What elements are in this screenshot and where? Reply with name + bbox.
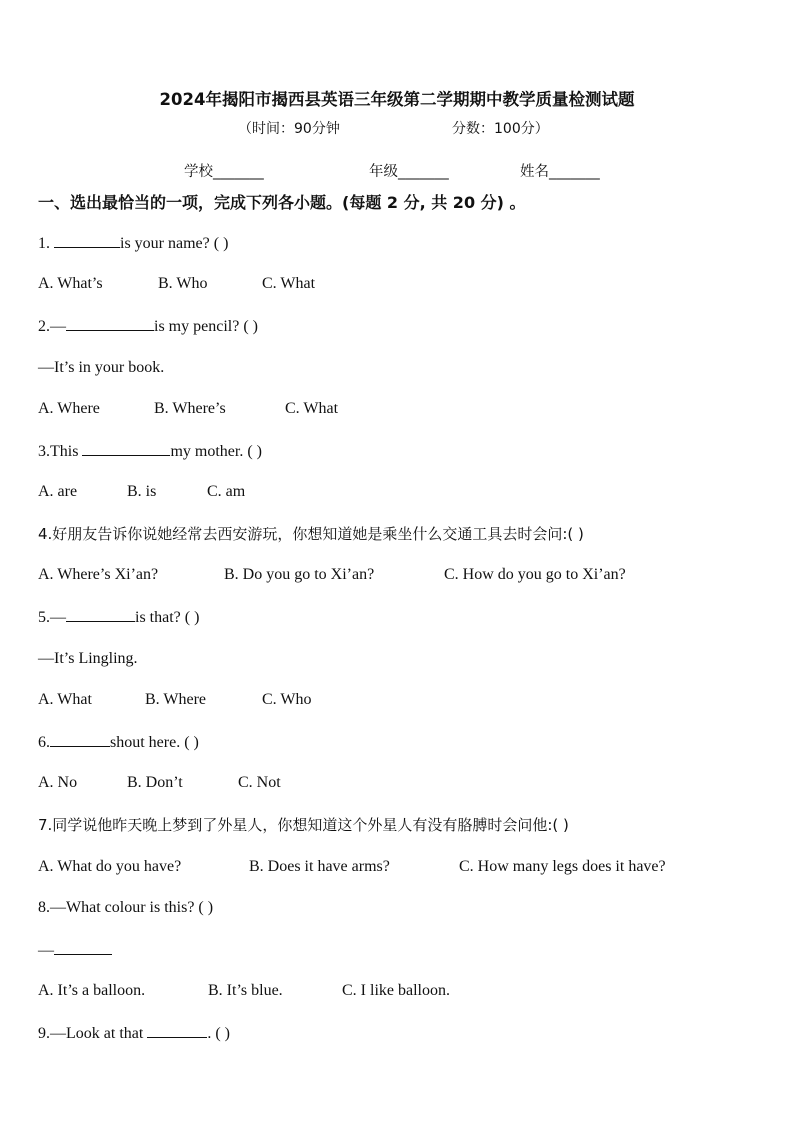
- answer-blank: [66, 316, 154, 331]
- question-7-option-a: A. What do you have?: [38, 858, 182, 875]
- question-1-option-c: C. What: [262, 275, 316, 292]
- question-2-option-b: B. Where’s: [154, 400, 226, 417]
- question-8-reply-dash: —: [38, 942, 54, 959]
- question-5-option-b: B. Where: [145, 691, 207, 708]
- question-7-option-b: B. Does it have arms?: [249, 858, 390, 875]
- question-8-option-c: C. I like balloon.: [342, 982, 450, 999]
- question-9-stem-post: . ( ): [207, 1025, 230, 1042]
- question-2-stem-pre: 2.—: [38, 318, 66, 335]
- question-6-option-b: B. Don’t: [127, 774, 183, 791]
- question-1-option-a: A. What’s: [38, 275, 103, 292]
- question-5-option-a: A. What: [38, 691, 92, 708]
- question-6-option-a: A. No: [38, 774, 78, 791]
- question-8-option-a: A. It’s a balloon.: [38, 982, 146, 999]
- school-field: 学校_______: [184, 164, 264, 180]
- answer-blank: [147, 1023, 207, 1038]
- question-2-reply: —It’s in your book.: [38, 359, 165, 376]
- question-1-options: [38, 274, 315, 294]
- question-7-stem: 7.同学说他昨天晚上梦到了外星人，你想知道这个外星人有没有胳膊时会问他:( ): [38, 816, 569, 834]
- question-6-stem: [38, 732, 199, 753]
- question-1-stem-post: is your name? ( ): [120, 235, 229, 252]
- question-1-stem-pre: 1.: [38, 235, 54, 252]
- name-field: 姓名_______: [520, 164, 600, 180]
- section-heading: 一、选出最恰当的一项，完成下列各小题。(每题 2 分, 共 20 分) 。: [38, 193, 526, 212]
- question-6-stem-post: shout here. ( ): [110, 734, 199, 751]
- question-4-option-b: B. Do you go to Xi’an?: [224, 566, 375, 583]
- question-3-stem: [38, 441, 262, 462]
- question-8-options: [38, 981, 450, 1001]
- question-6-option-c: C. Not: [238, 774, 281, 791]
- question-5-stem-pre: 5.—: [38, 609, 66, 626]
- question-5-option-c: C. Who: [262, 691, 312, 708]
- question-6-options: [38, 773, 281, 793]
- question-8-reply: [38, 940, 112, 961]
- question-4-option-c: C. How do you go to Xi’an?: [444, 566, 626, 583]
- exam-score: 分数：100分）: [452, 121, 549, 137]
- question-8-stem: 8.—What colour is this? ( ): [38, 899, 214, 916]
- question-5-options: [38, 690, 311, 710]
- question-3-option-a: A. are: [38, 483, 78, 500]
- exam-time: （时间：90分钟: [238, 121, 340, 137]
- answer-blank: [82, 441, 170, 456]
- question-2-option-c: C. What: [285, 400, 339, 417]
- question-2-stem-post: is my pencil? ( ): [154, 318, 258, 335]
- exam-title: 2024年揭阳市揭西县英语三年级第二学期期中教学质量检测试题: [159, 90, 635, 109]
- answer-blank: [54, 940, 112, 955]
- question-7-options: [38, 857, 666, 877]
- question-3-stem-pre: 3.This: [38, 443, 83, 460]
- answer-blank: [66, 607, 135, 622]
- question-1-stem: [38, 233, 228, 254]
- question-5-reply: —It’s Lingling.: [38, 650, 138, 667]
- question-3-option-c: C. am: [207, 483, 246, 500]
- answer-blank: [50, 732, 110, 747]
- question-5-stem: [38, 607, 199, 628]
- answer-blank: [54, 233, 120, 248]
- question-2-options: [38, 399, 338, 419]
- question-3-option-b: B. is: [127, 483, 157, 500]
- question-8-option-b: B. It’s blue.: [208, 982, 283, 999]
- question-4-stem: 4.好朋友告诉你说她经常去西安游玩，你想知道她是乘坐什么交通工具去时会问:( ): [38, 525, 584, 543]
- question-4-option-a: A. Where’s Xi’an?: [38, 566, 159, 583]
- grade-field: 年级_______: [369, 164, 449, 180]
- question-2-stem: [38, 316, 258, 337]
- question-1-option-b: B. Who: [158, 275, 208, 292]
- question-4-options: [38, 565, 626, 585]
- question-9-stem: [38, 1023, 230, 1044]
- question-3-options: [38, 482, 245, 502]
- question-2-option-a: A. Where: [38, 400, 100, 417]
- question-5-stem-post: is that? ( ): [135, 609, 200, 626]
- question-3-stem-post: my mother. ( ): [170, 443, 262, 460]
- question-7-option-c: C. How many legs does it have?: [459, 858, 666, 875]
- question-6-stem-pre: 6.: [38, 734, 50, 751]
- question-9-stem-pre: 9.—Look at that: [38, 1025, 148, 1042]
